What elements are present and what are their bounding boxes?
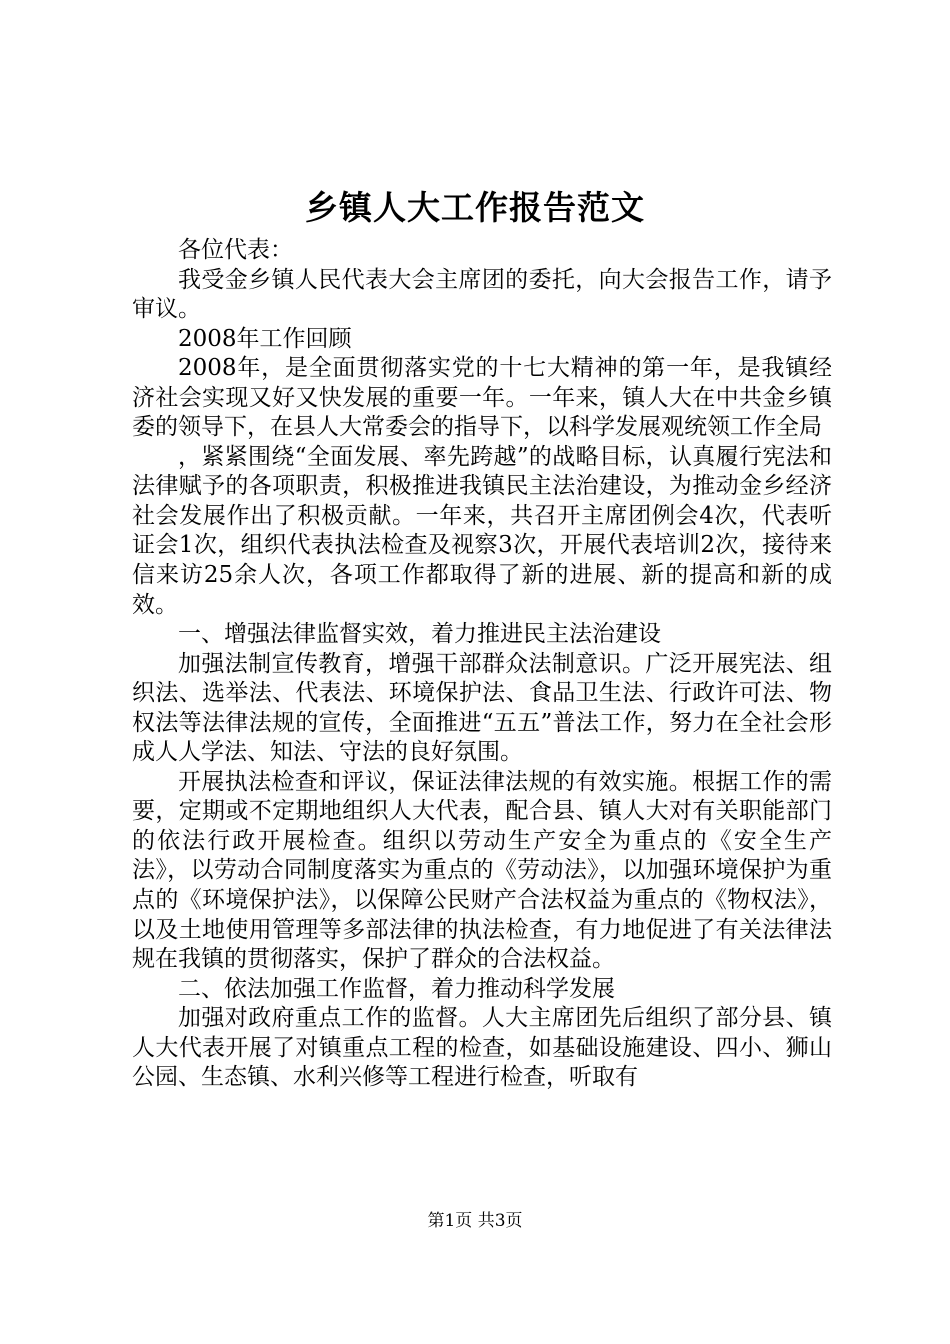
section-heading-two: 二、依法加强工作监督，着力推动科学发展 bbox=[178, 975, 615, 1002]
section-heading-review: 2008年工作回顾 bbox=[178, 325, 352, 352]
body-paragraph: 加强对政府重点工作的监督。人大主席团先后组织了部分县、镇人大代表开展了对镇重点工程的检查，如基础设施建设、四小、狮山公园、生态镇、水利兴修等工程进行检查，听取有 bbox=[132, 1005, 832, 1091]
page-footer: 第1页 共3页 bbox=[427, 1211, 523, 1231]
section-heading-one: 一、增强法律监督实效，着力推进民主法治建设 bbox=[178, 621, 661, 648]
body-paragraph: 加强法制宣传教育，增强干部群众法制意识。广泛开展宪法、组织法、选举法、代表法、环境保护法、食品卫生法、行政许可法、物权法等法律法规的宣传，全面推进“五五”普法工作，努力在全社会形成人人学法、知法、守法的良好氛围。 bbox=[132, 650, 832, 766]
document-title: 乡镇人大工作报告范文 bbox=[305, 188, 645, 227]
body-paragraph: 2008年，是全面贯彻落实党的十七大精神的第一年，是我镇经济社会实现又好又快发展的重要一年。一年来，镇人大在中共金乡镇委的领导下，在县人大常委会的指导下，以科学发展观统领工作全局 bbox=[132, 355, 832, 441]
salutation: 各位代表： bbox=[178, 237, 293, 263]
document-body bbox=[132, 236, 832, 1093]
intro-paragraph: 我受金乡镇人民代表大会主席团的委托，向大会报告工作，请予审议。 bbox=[132, 266, 832, 323]
body-paragraph: ，紧紧围绕“全面发展、率先跨越”的战略目标，认真履行宪法和法律赋予的各项职责，积极推进我镇民主法治建设，为推动金乡经济社会发展作出了积极贡献。一年来，共召开主席团例会4次，代表听证会1次，组织代表执法检查及视察3次，开展代表培训2次，接待来信来访25余人次，各项工作都取得了新的进展、新的提高和新的成效。 bbox=[132, 443, 832, 618]
body-paragraph: 开展执法检查和评议，保证法律法规的有效实施。根据工作的需要，定期或不定期地组织人大代表，配合县、镇人大对有关职能部门的依法行政开展检查。组织以劳动生产安全为重点的《安全生产法》，以劳动合同制度落实为重点的《劳动法》，以加强环境保护为重点的《环境保护法》，以保障公民财产合法权益为重点的《物权法》，以及土地使用管理等多部法律的执法检查，有力地促进了有关法律法规在我镇的贯彻落实，保护了群众的合法权益。 bbox=[132, 768, 832, 973]
